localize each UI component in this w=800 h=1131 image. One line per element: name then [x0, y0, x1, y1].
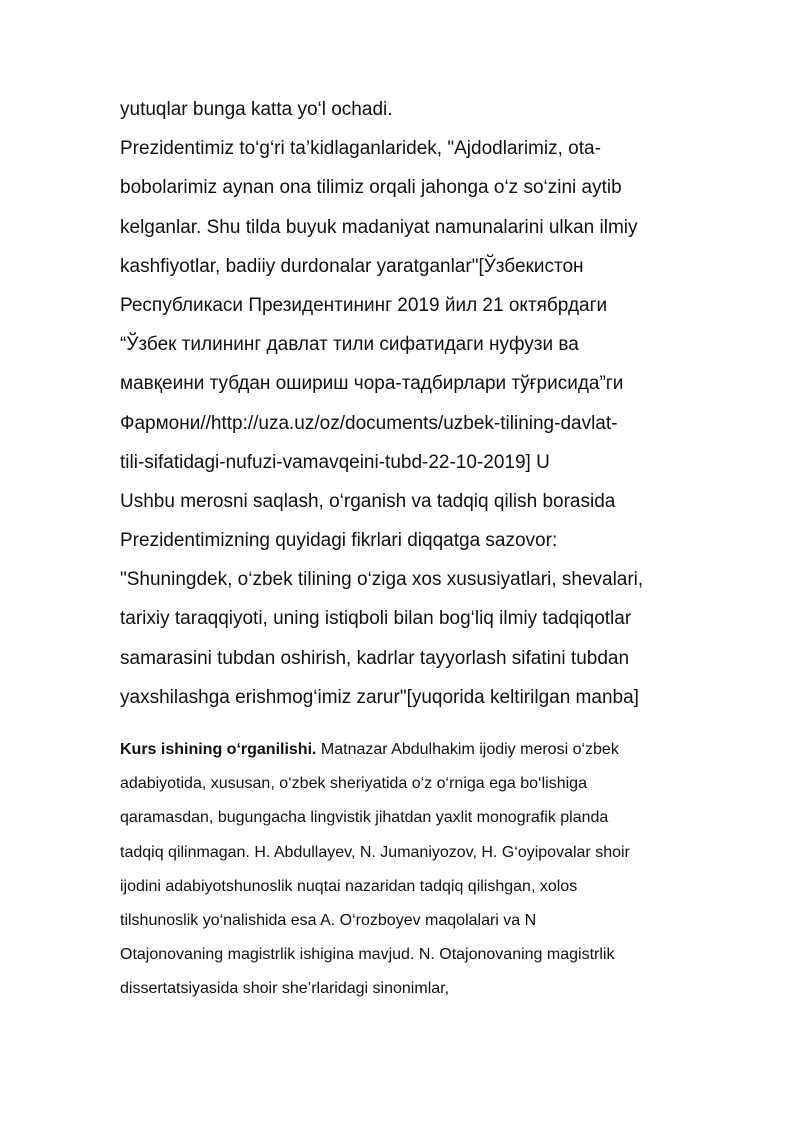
- text-line: tadqiq qilinmagan. H. Abdullayev, N. Jumaniyozov, H. G‘oyipovalar shoir: [120, 843, 630, 861]
- text-line: yaxshilashga erishmog‘imiz zarur"[yuqorida keltirilgan manba]: [120, 686, 639, 708]
- text-line: tilshunoslik yo‘nalishida esa A. O‘rozboyev maqolalari va N: [120, 911, 537, 929]
- text-line: [120, 733, 680, 767]
- text-line: Фармони//http://uza.uz/oz/documents/uzbek-tilining-davlat-: [120, 412, 618, 434]
- text-line: qaramasdan, bugungacha lingvistik jihatdan yaxlit monografik planda: [120, 809, 609, 827]
- text-line: bobolarimiz aynan ona tilimiz orqali jahonga o‘z so‘zini aytib: [120, 177, 622, 199]
- text-line: ijodini adabiyotshunoslik nuqtai nazaridan tadqiq qilishgan, xolos: [120, 877, 578, 895]
- heading-line-text: Matnazar Abdulhakim ijodiy merosi o‘zbek: [316, 741, 619, 758]
- text-line: tili-sifatidagi-nufuzi-vamavqeini-tubd-22-10-2019] U: [120, 451, 550, 473]
- main-paragraph: [120, 90, 680, 717]
- text-line: Ushbu merosni saqlash, o‘rganish va tadqiq qilish borasida: [120, 490, 616, 512]
- text-line: "Shuningdek, o‘zbek tilining o‘ziga xos xususiyatlari, shevalari,: [120, 569, 644, 591]
- text-line: мавқеини тубдан ошириш чора-тадбирлари тўғрисида”ги: [120, 373, 624, 395]
- text-line: “Ўзбек тилининг давлат тили сифатидаги нуфузи ва: [120, 334, 579, 356]
- course-study-paragraph: [120, 733, 680, 1007]
- section-heading: Kurs ishining o‘rganilishi.: [120, 741, 317, 758]
- text-line: yutuqlar bunga katta yo‘l ochadi.: [120, 99, 393, 120]
- text-line: adabiyotida, xususan, o‘zbek sheriyatida o‘z o‘rniga ega bo‘lishiga: [120, 775, 587, 793]
- text-line: dissertatsiyasida shoir she’rlaridagi sinonimlar,: [120, 980, 450, 998]
- text-line: kashfiyotlar, badiiy durdonalar yaratganlar"[Ўзбекистон: [120, 255, 584, 277]
- text-line: kelganlar. Shu tilda buyuk madaniyat namunalarini ulkan ilmiy: [120, 216, 638, 238]
- text-line: samarasini tubdan oshirish, kadrlar tayyorlash sifatini tubdan: [120, 647, 630, 669]
- text-line: tarixiy taraqqiyoti, uning istiqboli bilan bog‘liq ilmiy tadqiqotlar: [120, 608, 632, 630]
- text-line: Республикаси Президентининг 2019 йил 21 октябрдаги: [120, 294, 608, 316]
- text-line: Prezidentimiz to‘g‘ri ta’kidlaganlaridek, "Ajdodlarimiz, ota-: [120, 138, 601, 160]
- text-line: Otajonovaning magistrlik ishigina mavjud. N. Otajonovaning magistrlik: [120, 946, 615, 964]
- text-line: Prezidentimizning quyidagi fikrlari diqqatga sazovor:: [120, 530, 558, 552]
